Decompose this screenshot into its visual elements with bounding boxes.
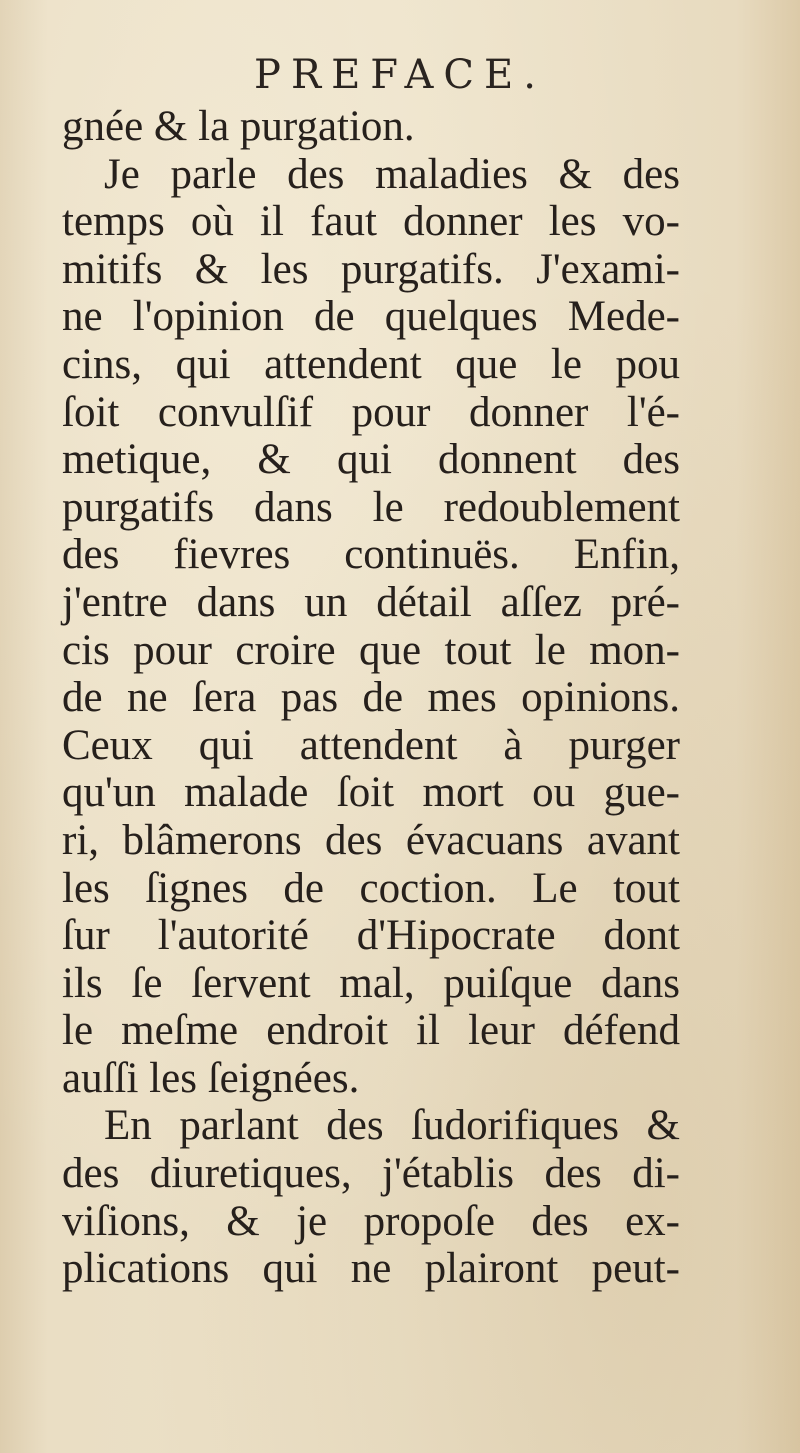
- text-line: viſions, & je propoſe des ex-: [62, 1197, 680, 1245]
- text-line: cins, qui attendent que le pou: [62, 340, 680, 388]
- text-line: Je parle des maladies & des: [104, 150, 680, 198]
- text-line: ſur l'autorité d'Hipocrate dont: [62, 912, 680, 960]
- text-line: des fievres continuës. Enfin,: [62, 531, 680, 579]
- body-text: [62, 103, 680, 1293]
- text-line: cis pour croire que tout le mon-: [62, 626, 680, 674]
- text-line: En parlant des ſudorifiques &: [104, 1102, 680, 1150]
- text-line: les ſignes de coction. Le tout: [62, 864, 680, 912]
- text-line: auſſi les ſeignées.: [62, 1054, 360, 1102]
- text-line: gnée & la purgation.: [62, 103, 415, 150]
- text-line: metique, & qui donnent des: [62, 436, 680, 484]
- text-line: ri, blâmerons des évacuans avant: [62, 816, 680, 864]
- text-line: des diuretiques, j'établis des di-: [62, 1150, 680, 1198]
- text-line: plications qui ne plairont peut-: [62, 1245, 680, 1293]
- text-line: ils ſe ſervent mal, puiſque dans: [62, 959, 680, 1007]
- text-line: de ne ſera pas de mes opinions.: [62, 674, 680, 722]
- text-line: Ceux qui attendent à purger: [62, 721, 680, 769]
- text-line: temps où il faut donner les vo-: [62, 198, 680, 246]
- text-line: le meſme endroit il leur défend: [62, 1007, 680, 1055]
- text-line: ne l'opinion de quelques Mede-: [62, 293, 680, 341]
- text-line: ſoit convulſif pour donner l'é-: [62, 388, 680, 436]
- text-line: j'entre dans un détail aſſez pré-: [62, 578, 680, 626]
- text-line: purgatifs dans le redoublement: [62, 483, 680, 531]
- running-header: PREFACE.: [254, 52, 546, 98]
- text-line: mitifs & les purgatifs. J'exami-: [62, 245, 680, 293]
- text-line: qu'un malade ſoit mort ou gue-: [62, 769, 680, 817]
